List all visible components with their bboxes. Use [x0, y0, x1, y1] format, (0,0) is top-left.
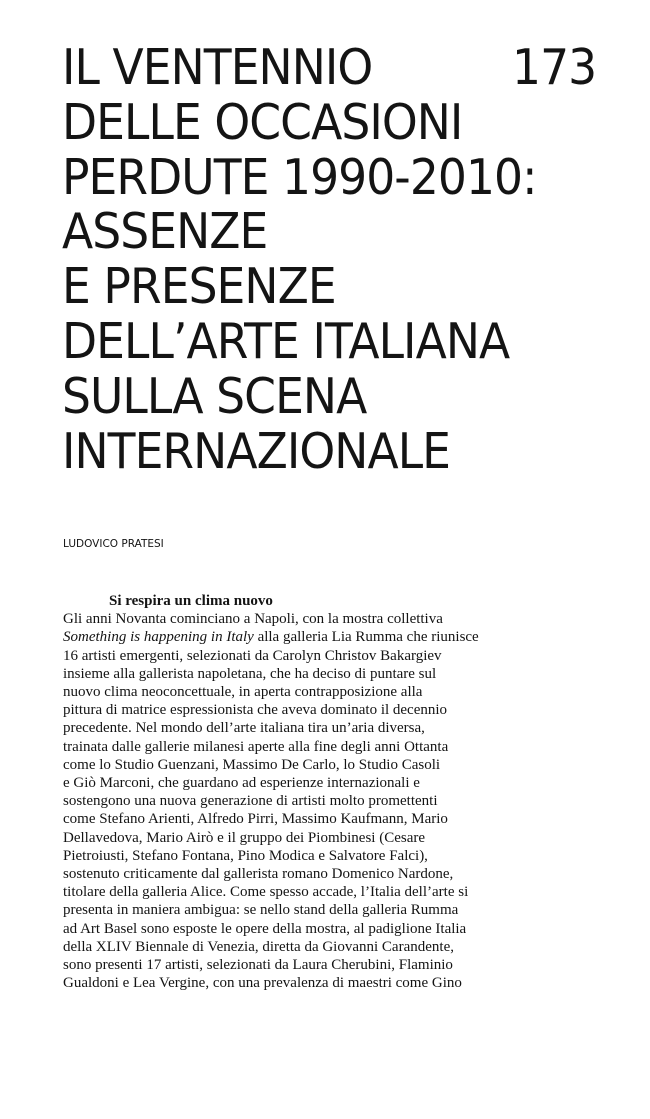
- title-line: E PRESENZE: [62, 258, 336, 316]
- body-line: pittura di matrice espressionista che aveva dominato il decennio: [63, 702, 448, 719]
- body-line: e Giò Marconi, che guardano ad esperienze internazionali e: [63, 775, 420, 792]
- body-line: trainata dalle gallerie milanesi aperte alla fine degli anni Ottanta: [63, 738, 449, 755]
- title-line: DELLE OCCASIONI: [62, 93, 463, 151]
- body-line: insieme alla gallerista napoletana, che ha deciso di puntare sul: [63, 665, 437, 682]
- body-line: come lo Studio Guenzani, Massimo De Carlo, lo Studio Casoli: [63, 756, 441, 773]
- title-line: ASSENZE: [62, 203, 268, 261]
- title-line: INTERNAZIONALE: [62, 422, 451, 480]
- exhibition-title: Something is happening in Italy: [63, 629, 254, 646]
- title-line: DELL’ARTE ITALIANA: [62, 312, 510, 370]
- section-heading: Si respira un clima nuovo: [109, 593, 273, 609]
- page-number: 173: [512, 39, 597, 96]
- body-line: nuovo clima neoconcettuale, in aperta contrapposizione alla: [63, 684, 423, 701]
- body-line: Gualdoni e Lea Vergine, con una prevalenza di maestri come Gino: [63, 975, 462, 992]
- body-line: presenta in maniera ambigua: se nello stand della galleria Rumma: [63, 902, 459, 919]
- author-name: LUDOVICO PRATESI: [63, 538, 164, 550]
- body-line: [63, 628, 543, 646]
- body-line-text: alla galleria Lia Rumma che riunisce: [253, 629, 479, 646]
- body-line: sostenuto criticamente dal gallerista romano Domenico Nardone,: [63, 866, 454, 883]
- body-line: 16 artisti emergenti, selezionati da Carolyn Christov Bakargiev: [63, 647, 442, 664]
- body-line: Dellavedova, Mario Airò e il gruppo dei Piombinesi (Cesare: [63, 829, 425, 846]
- body-line: come Stefano Arienti, Alfredo Pirri, Massimo Kaufmann, Mario: [63, 811, 448, 828]
- article-body: [63, 592, 543, 992]
- article-title: [62, 41, 583, 479]
- title-line: SULLA SCENA: [62, 367, 367, 425]
- body-line: sono presenti 17 artisti, selezionati da Laura Cherubini, Flaminio: [63, 957, 453, 974]
- title-line: PERDUTE 1990-2010:: [62, 148, 537, 206]
- body-line: sostengono una nuova generazione di artisti molto promettenti: [63, 793, 438, 810]
- body-line: ad Art Basel sono esposte le opere della mostra, al padiglione Italia: [63, 920, 467, 937]
- body-line: titolare della galleria Alice. Come spesso accade, l’Italia dell’arte si: [63, 884, 469, 901]
- title-line: IL VENTENNIO: [62, 39, 373, 96]
- body-line: Pietroiusti, Stefano Fontana, Pino Modica e Salvatore Falci),: [63, 847, 428, 864]
- body-line: della XLIV Biennale di Venezia, diretta da Giovanni Carandente,: [63, 938, 454, 955]
- body-line: Gli anni Novanta cominciano a Napoli, con la mostra collettiva: [63, 611, 443, 628]
- body-line: precedente. Nel mondo dell’arte italiana tira un’aria diversa,: [63, 720, 425, 737]
